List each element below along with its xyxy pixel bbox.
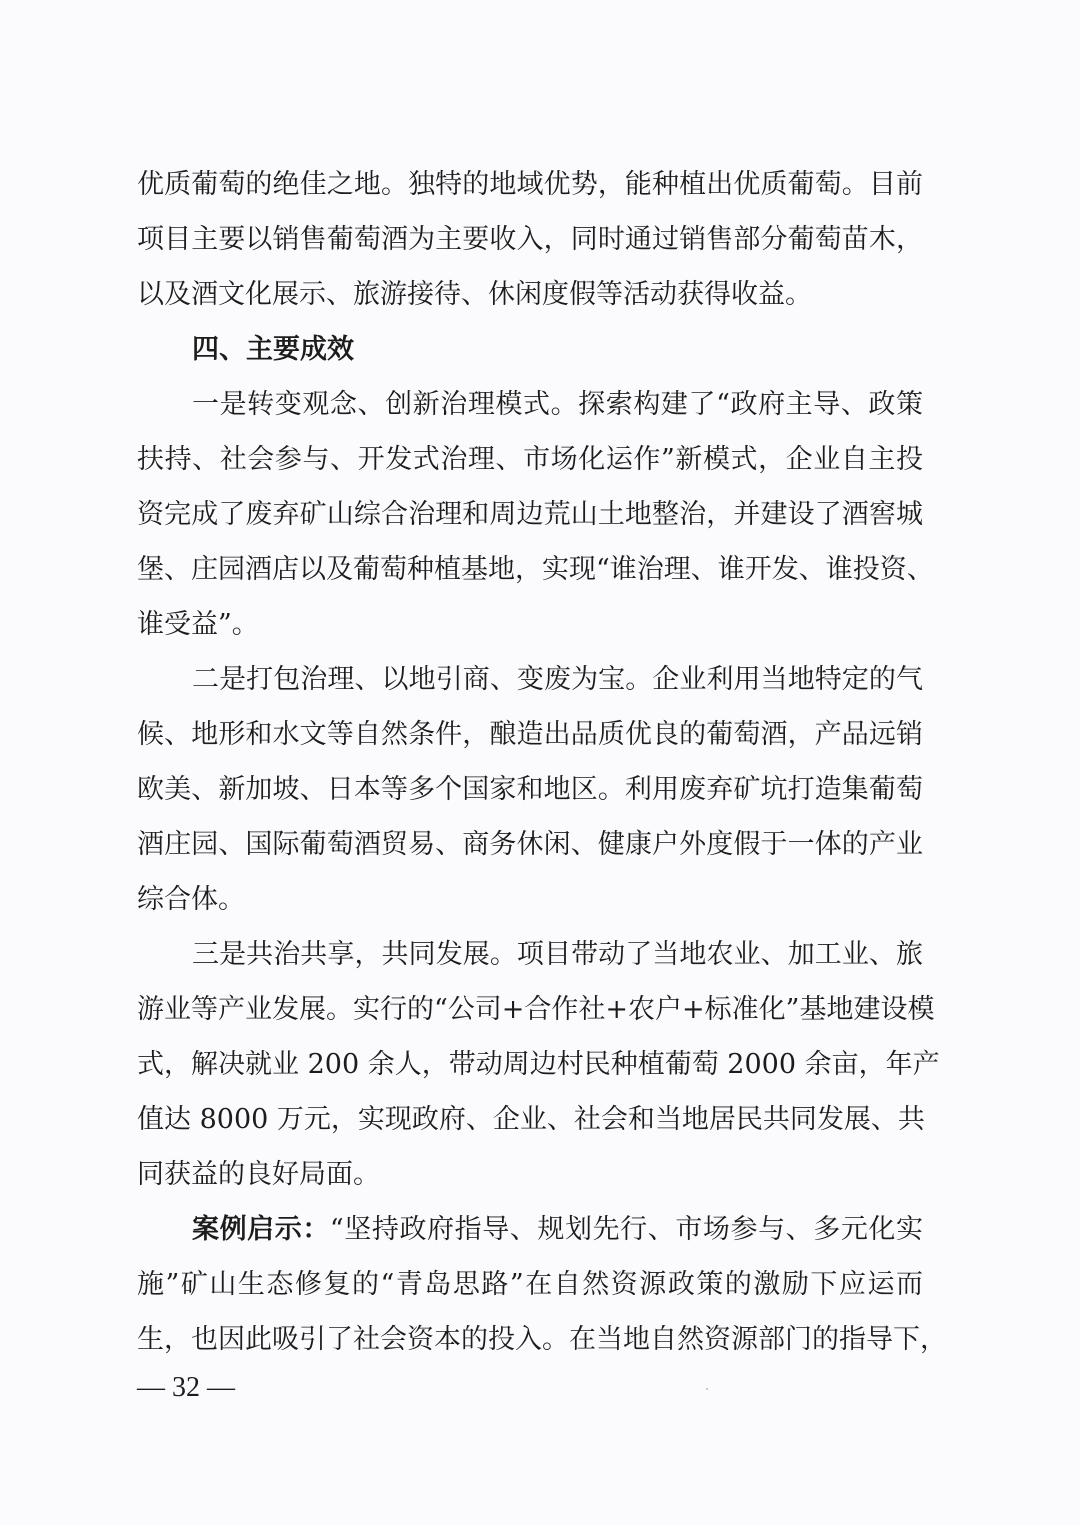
para-two-line-5: 综合体。 xyxy=(137,884,245,915)
para-three-line-4: 值达 8000 万元，实现政府、企业、社会和当地居民共同发展、共 xyxy=(137,1104,925,1135)
section-heading: 四、主要成效 xyxy=(192,334,354,365)
para-two-line-4: 酒庄园、国际葡萄酒贸易、商务休闲、健康户外度假于一体的产业 xyxy=(137,829,923,860)
para-three-line-3: 式，解决就业 200 余人，带动周边村民种植葡萄 2000 余亩，年产 xyxy=(137,1049,940,1080)
para-one-line-2: 扶持、社会参与、开发式治理、市场化运作”新模式，企业自主投 xyxy=(137,444,923,475)
para-one-line-1: 一是转变观念、创新治理模式。探索构建了“政府主导、政策 xyxy=(192,389,923,420)
para-two-line-3: 欧美、新加坡、日本等多个国家和地区。利用废弃矿坑打造集葡萄 xyxy=(137,774,923,805)
case-insight-line-3: 生，也因此吸引了社会资本的投入。在当地自然资源部门的指导下， xyxy=(137,1324,947,1355)
page-number: — 32 — xyxy=(137,1372,235,1403)
scan-speck xyxy=(706,1388,708,1390)
para-three-line-1: 三是共治共享，共同发展。项目带动了当地农业、加工业、旅 xyxy=(192,939,923,970)
para-one-line-3: 资完成了废弃矿山综合治理和周边荒山土地整治，并建设了酒窖城 xyxy=(137,499,923,530)
case-insight-lead: 案例启示： xyxy=(192,1214,330,1245)
intro-line-2: 项目主要以销售葡萄酒为主要收入，同时通过销售部分葡萄苗木， xyxy=(137,224,923,255)
intro-line-1: 优质葡萄的绝佳之地。独特的地域优势，能种植出优质葡萄。目前 xyxy=(137,169,923,200)
para-two-line-1: 二是打包治理、以地引商、变废为宝。企业利用当地特定的气 xyxy=(192,664,923,695)
para-three-line-2: 游业等产业发展。实行的“公司+合作社+农户+标准化”基地建设模 xyxy=(137,994,935,1025)
para-one-line-4: 堡、庄园酒店以及葡萄种植基地，实现“谁治理、谁开发、谁投资、 xyxy=(137,554,934,585)
para-three-line-5: 同获益的良好局面。 xyxy=(137,1159,380,1190)
case-insight-line-2: 施”矿山生态修复的“青岛思路”在自然资源政策的激励下应运而 xyxy=(137,1269,923,1300)
intro-line-3: 以及酒文化展示、旅游接待、休闲度假等活动获得收益。 xyxy=(137,279,812,310)
para-one-line-5: 谁受益”。 xyxy=(137,609,259,640)
case-insight-first-line-text: “坚持政府指导、规划先行、市场参与、多元化实 xyxy=(329,1214,923,1245)
para-two-line-2: 候、地形和水文等自然条件，酿造出品质优良的葡萄酒，产品远销 xyxy=(137,719,923,750)
case-insight-line-1 xyxy=(192,1210,923,1250)
